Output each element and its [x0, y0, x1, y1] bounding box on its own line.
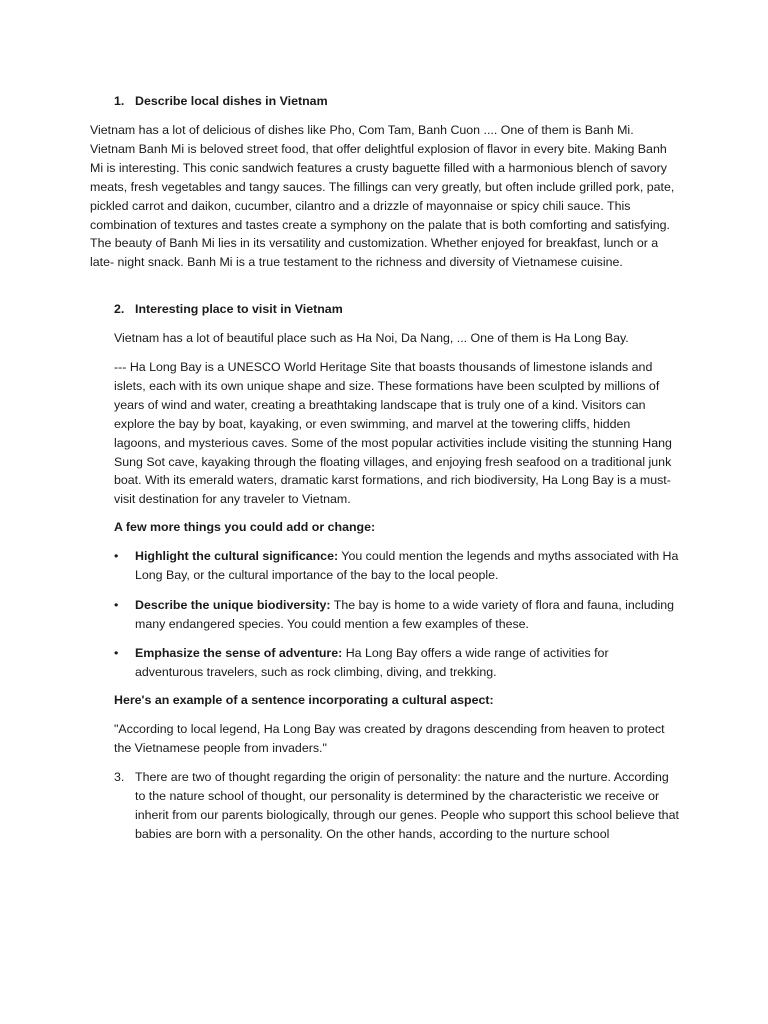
section-2-paragraph: --- Ha Long Bay is a UNESCO World Heritage Site that boasts thousands of limestone islands and islets, each with its own unique shape and size. These formations have been sculpted by millions of years of wind and water, creating a breathtaking landscape that is truly one of a kind. Visitors can explore the bay by boat, kayaking, or even swimming, and marvel at the towering cliffs, hidden lagoons, and mysterious caves. Some of the most popular activities include visiting the stunning Hang Sung Sot cave, kayaking through the floating villages, and enjoying fresh seafood on a traditional junk boat. With its emerald waters, dramatic karst formations, and rich biodiversity, Ha Long Bay is a must-visit destination for any traveler to Vietnam.: [114, 360, 672, 507]
bullet-body: [135, 547, 680, 585]
example-heading: Here's an example of a sentence incorporating a cultural aspect:: [114, 693, 494, 707]
section-2-number: 2.: [114, 302, 125, 316]
bullet-text: The bay is home to a wide variety of flora and fauna, including many endangered species. You could mention a few examples of these.: [135, 598, 675, 631]
section-1-paragraph: Vietnam has a lot of delicious of dishes like Pho, Com Tam, Banh Cuon .... One of them is Banh Mi. Vietnam Banh Mi is beloved street food, that offer delightful explosion of flavor in every bite. Making Banh Mi is interesting. This conic sandwich features a crusty baguette filled with a harmonious blench of savory meats, fresh vegetables and tangy sauces. The fillings can very greatly, but often include grilled pork, pate, pickled carrot and daikon, cucumber, cilantro and a drizzle of mayonnaise or spicy chili sauce. This combination of textures and tastes create a symphony on the palate that is both comforting and satisfying. The beauty of Banh Mi lies in its versatility and customization. Whether enjoyed for breakfast, lunch or a late- night snack. Banh Mi is a true testament to the richness and diversity of Vietnamese cuisine.: [90, 123, 675, 270]
legend-quote: "According to local legend, Ha Long Bay was created by dragons descending from heaven to protect the Vietnamese people from invaders.": [114, 722, 665, 755]
bullet-body: [135, 596, 680, 634]
bullet-marker: •: [114, 598, 119, 612]
section-2-intro: Vietnam has a lot of beautiful place such as Ha Noi, Da Nang, ... One of them is Ha Long Bay.: [114, 331, 629, 345]
bullet-marker: •: [114, 549, 119, 563]
bullet-text: Ha Long Bay offers a wide range of activities for adventurous travelers, such as rock climbing, diving, and trekking.: [135, 646, 609, 679]
bullet-title: Describe the unique biodiversity:: [135, 598, 331, 612]
bullet-title: Emphasize the sense of adventure:: [135, 646, 343, 660]
bullet-marker: •: [114, 646, 119, 660]
section-3-number: 3.: [114, 770, 125, 784]
more-things-heading: A few more things you could add or change:: [114, 520, 376, 534]
bullet-title: Highlight the cultural significance:: [135, 549, 339, 563]
section-1-number: 1.: [114, 94, 125, 108]
bullet-body: [135, 644, 680, 682]
section-1-title: Describe local dishes in Vietnam: [135, 94, 328, 108]
section-3-paragraph: There are two of thought regarding the origin of personality: the nature and the nurture. According to the nature school of thought, our personality is determined by the characteristic we receive or inherit from our parents biologically, through our genes. People who support this school believe that babies are born with a personality. On the other hands, according to the nurture school: [135, 770, 679, 841]
bullet-text: You could mention the legends and myths associated with Ha Long Bay, or the cultural importance of the bay to the local people.: [135, 549, 679, 582]
section-2-title: Interesting place to visit in Vietnam: [135, 302, 343, 316]
